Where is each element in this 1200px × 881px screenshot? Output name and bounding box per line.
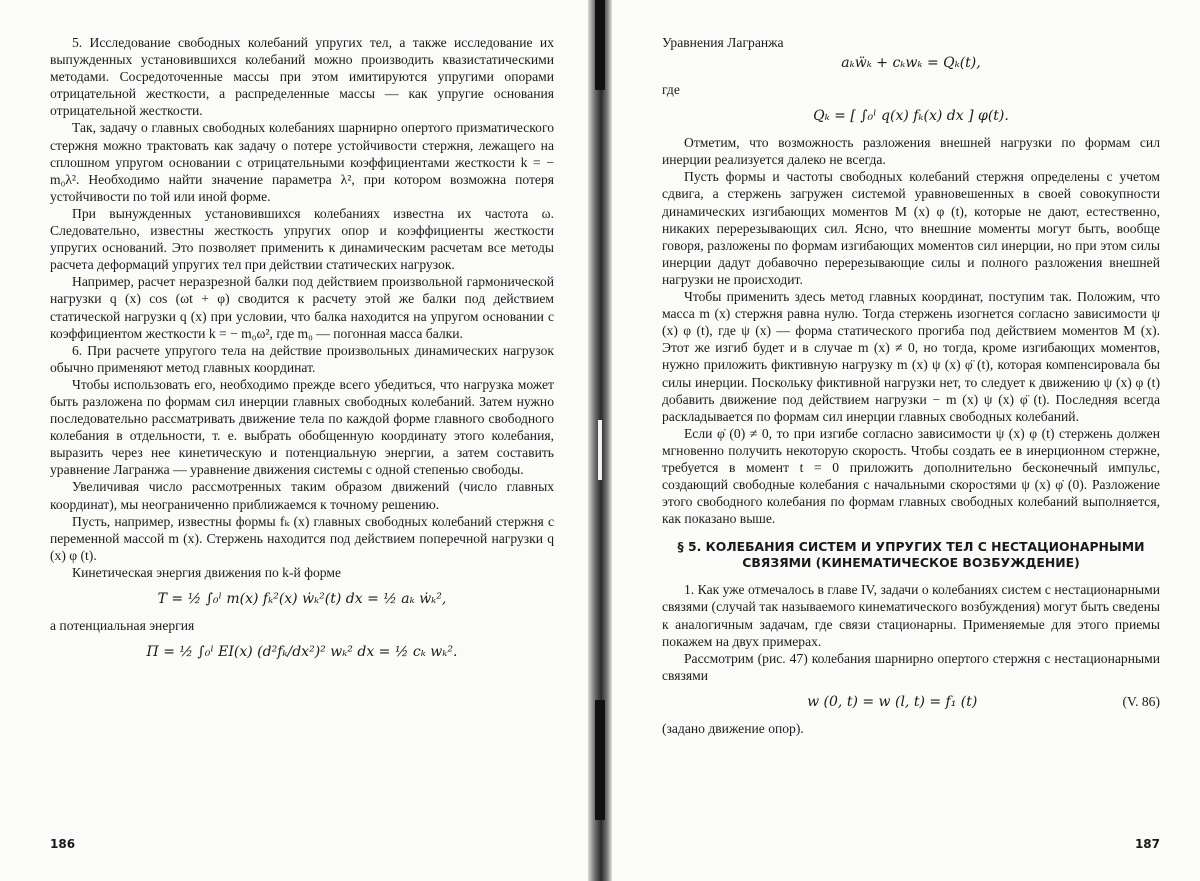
paragraph: а потенциальная энергия <box>50 618 195 633</box>
paragraph: Так, задачу о главных свободных колебаниях шарнирно опертого призматического стержня можно трактовать как задачу о потере устойчивости стержня, лежащего на сплошном упругом основании с отрицательными коэффициентами жесткости k = − m₀λ². Необходимо найти значение параметра λ², при котором возможна потеря устойчивости по той или иной форме. <box>50 120 554 204</box>
paragraph: Чтобы использовать его, необходимо прежде всего убедиться, что нагрузка может быть разложена по формам сил инерции главных свободных колебаний. Затем нужно последовательно рассматривать движение тела по каждой форме главного свободного колебания в отдельности, т. е. выбрать обобщенную координату этого колебания, выразить через нее кинетическую и потенциальную энергии, а затем составить уравнение Лагранжа — уравнение движения системы с одной степенью свободы. <box>50 376 554 478</box>
page-number: 186 <box>50 837 76 851</box>
potential-energy-formula: Π = ½ ∫₀ˡ EI(x) (d²fₖ/dx²)² wₖ² dx = ½ cₖ wₖ². <box>146 644 458 661</box>
paragraph: Чтобы применить здесь метод главных координат, поступим так. Положим, что масса m (x) стержня равна нулю. Тогда стержень изогнется согласно зависимости ψ (x) φ (t), где ψ (x) — форма статического прогиба под действием моментов M (x). Этот же изгиб будет и в случае m (x) ≠ 0, но тогда, кроме изгибающих моментов, нужно приложить фиктивную нагрузку m (x) ψ (x) φ̈ (t), которая компенсировала бы силы инерции. Поскольку фиктивной нагрузки нет, то следует к движению ψ (x) φ (t) добавить движение под действием нагрузки − m (x) ψ (x) φ̈ (t). Последняя всегда раскладывается по формам сил инерции главных свободных колебаний. <box>662 289 1160 424</box>
boundary-condition-row <box>662 694 1160 710</box>
spine-shadow <box>595 700 605 820</box>
paragraph: Например, расчет неразрезной балки под действием произвольной гармонической нагрузки q (x) cos (ωt + φ) сводится к расчету этой же балки под действием статической нагрузки q (x) при условии, что балка находится на упругом основании с коэффициентом жесткости k = − m₀ω², где m₀ — погонная масса балки. <box>50 274 554 341</box>
paragraph: где <box>662 82 680 98</box>
kinetic-energy-formula: T = ½ ∫₀ˡ m(x) fₖ²(x) ẇₖ²(t) dx = ½ aₖ ẇₖ², <box>157 591 447 607</box>
page-number: 187 <box>1134 837 1160 851</box>
generalized-force-formula: Qₖ = [ ∫₀ˡ q(x) fₖ(x) dx ] φ(t). <box>813 108 1009 125</box>
equation-number: (V. 86) <box>1122 693 1160 709</box>
spine-highlight <box>598 420 602 480</box>
paragraph: Рассмотрим (рис. 47) колебания шарнирно опертого стержня с нестационарными связями <box>662 650 1160 683</box>
paragraph: 1. Как уже отмечалось в главе IV, задачи о колебаниях систем с нестационарными связями (случай так называемого кинематического возбуждения) могут быть сведены к аналогичным задачам, где связи стационарны. Применяемые для этого приемы покажем на двух примерах. <box>662 582 1160 649</box>
paragraph: Пусть формы и частоты свободных колебаний стержня определены с учетом сдвига, а стержень загружен системой уравновешенных в своей совокупности динамических изгибающих моментов M (x) φ (t), которые не дают, естественно, никаких перерезывающих сил. Ясно, что внешние моменты могут быть, вообще говоря, разложены по формам изгибающих моментов сил инерции, но при этом силы инерции дадут добавочно перерезывающие силы и полного разложения внешней нагрузки не происходит. <box>662 169 1160 287</box>
paragraph: (задано движение опор). <box>662 720 804 736</box>
spine-shadow <box>595 0 605 90</box>
boundary-condition-formula: w (0, t) = w (l, t) = f₁ (t) <box>807 693 978 710</box>
right-page <box>612 0 1200 881</box>
paragraph: При вынужденных установившихся колебаниях известна их частота ω. Следовательно, известны жесткость упругих опор и коэффициенты жесткости упругих оснований. Это позволяет применить к динамическим расчетам все методы расчета деформаций упругих тел при действии статических нагрузок. <box>50 205 554 273</box>
section-heading: § 5. КОЛЕБАНИЯ СИСТЕМ И УПРУГИХ ТЕЛ С НЕСТАЦИОНАРНЫМИ СВЯЗЯМИ (КИНЕМАТИЧЕСКОЕ ВОЗБУЖДЕНИЕ) <box>677 539 1145 571</box>
paragraph: Уравнения Лагранжа <box>662 35 784 50</box>
paragraph: 5. Исследование свободных колебаний упругих тел, а также исследование их выпужденных установившихся колебаний можно производить квазистатическими методами. Сосредоточенные массы при этом имитируются упругими опорами отрицательной жесткости, а распределенные массы — как упругие основания отрицательной жесткости. <box>50 35 554 119</box>
paragraph: Если φ̇ (0) ≠ 0, то при изгибе согласно зависимости ψ (x) φ (t) стержень должен мгновенно получить некоторую скорость. Чтобы создать ее в инерционном стержне, требуется в момент t = 0 приложить дополнительно бесконечный импульс, создающий свободные колебания с начальными скоростями ψ (x) φ̇ (0). Разложение этого свободного колебания по формам главных свободных колебаний выполняется, как показано выше. <box>662 425 1160 527</box>
left-page <box>0 0 588 881</box>
paragraph: Отметим, что возможность разложения внешней нагрузки по формам сил инерции реализуется далеко не всегда. <box>662 135 1160 168</box>
lagrange-equation: aₖẅₖ + cₖwₖ = Qₖ(t), <box>841 55 981 72</box>
paragraph: Пусть, например, известны формы fₖ (x) главных свободных колебаний стержня с переменной массой m (x). Стержень находится под действием поперечной нагрузки q (x) φ (t). <box>50 513 554 563</box>
paragraph: Увеличивая число рассмотренных таким образом движений (число главных координат), мы неограниченно приближаемся к точному решению. <box>50 479 554 512</box>
paragraph: 6. При расчете упругого тела на действие произвольных динамических нагрузок обычно применяют метод главных координат. <box>50 342 554 375</box>
paragraph: Кинетическая энергия движения по k-й форме <box>72 564 341 580</box>
